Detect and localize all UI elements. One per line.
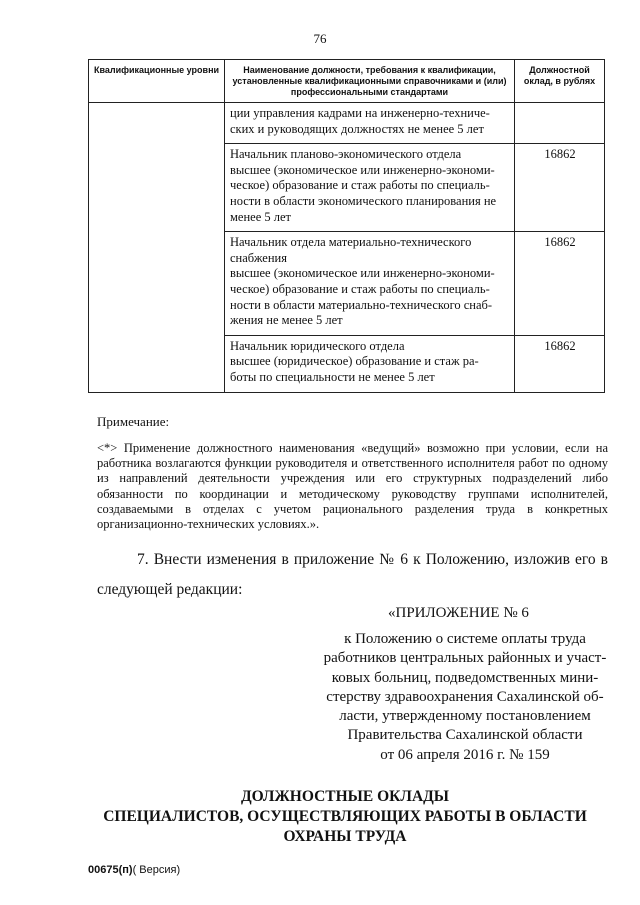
position-line: ции управления кадрами на инженерно-техниче- (230, 106, 490, 120)
title-line: СПЕЦИАЛИСТОВ, ОСУЩЕСТВЛЯЮЩИХ РАБОТЫ В ОБЛАСТИ (103, 808, 587, 825)
table-row (89, 103, 605, 144)
salary-cell (515, 103, 605, 144)
header-position: Наименование должности, требования к квалификации, установленные квалификационными справочниками и (или) профессиональными стандартами (225, 60, 515, 103)
position-line: ческое) образование и стаж работы по специаль- (230, 281, 490, 296)
document-title (60, 787, 630, 847)
appendix-line: ласти, утвержденному постановлением (339, 708, 591, 725)
position-line: ности в области экономического планирования не (230, 193, 497, 208)
qualification-level-cell (89, 103, 225, 393)
position-line: ческое) образование и стаж работы по специаль- (230, 178, 490, 193)
table-header-row (89, 60, 605, 103)
page-number: 76 (313, 31, 327, 46)
salary-cell: 16862 (515, 144, 605, 232)
salary-table (88, 59, 605, 393)
salary-cell: 16862 (515, 335, 605, 392)
note-label: Примечание: (97, 414, 170, 429)
position-line: Начальник отдела материально-технического (230, 235, 472, 250)
position-line: ности в области материально-технического снаб- (230, 297, 493, 312)
appendix-line: Правительства Сахалинской области (347, 727, 583, 744)
appendix-title: «ПРИЛОЖЕНИЕ № 6 (388, 605, 529, 621)
title-line: ОХРАНЫ ТРУДА (283, 828, 407, 845)
position-line: высшее (юридическое) образование и стаж ра- (230, 354, 479, 369)
document-code: 00675(п) (88, 864, 133, 876)
item-7-paragraph: 7. Внести изменения в приложение № 6 к Положению, изложив его в следующей редакции: (97, 551, 608, 598)
position-line: снабжения (230, 250, 287, 265)
position-line: Начальник планово-экономического отдела (230, 147, 462, 162)
position-line: ских и руководящих должностях не менее 5 лет (230, 121, 484, 136)
header-salary: Должностной оклад, в рублях (515, 60, 605, 103)
title-line: ДОЛЖНОСТНЫЕ ОКЛАДЫ (240, 788, 450, 805)
position-cell (225, 232, 515, 336)
position-line: Начальник юридического отдела (230, 338, 405, 353)
position-line: жения не менее 5 лет (230, 313, 343, 328)
position-cell (225, 335, 515, 392)
position-cell (225, 144, 515, 232)
position-cell (225, 103, 515, 144)
appendix-line: от 06 апреля 2016 г. № 159 (380, 746, 550, 763)
document-version: ( Версия) (132, 864, 181, 876)
appendix-line: работников центральных районных и участ- (323, 650, 607, 667)
appendix-line: к Положению о системе оплаты труда (344, 631, 586, 647)
position-line: менее 5 лет (230, 209, 291, 224)
footer-code (88, 864, 180, 876)
appendix-line: стерству здравоохранения Сахалинской об- (326, 688, 604, 705)
appendix-line: ковых больниц, подведомственных мини- (331, 669, 599, 686)
note-text: <*> Применение должностного наименования «ведущий» возможно при условии, если на работника возлагаются функции руководителя и ответственного исполнителя работ по одному из направлений деятельности учреждения или его структурных подразделений либо обязанности по координации и методическому руководству группами исполнителей, создаваемыми в отделах с учетом рационального разделения труда в конкретных организационно-технических условиях.». (97, 441, 608, 532)
position-line: боты по специальности не менее 5 лет (230, 369, 435, 384)
header-levels: Квалификационные уровни (89, 60, 225, 103)
appendix-body (320, 630, 610, 765)
salary-cell: 16862 (515, 232, 605, 336)
position-line: высшее (экономическое или инженерно-экономи- (230, 162, 495, 177)
position-line: высшее (экономическое или инженерно-экономи- (230, 266, 495, 281)
